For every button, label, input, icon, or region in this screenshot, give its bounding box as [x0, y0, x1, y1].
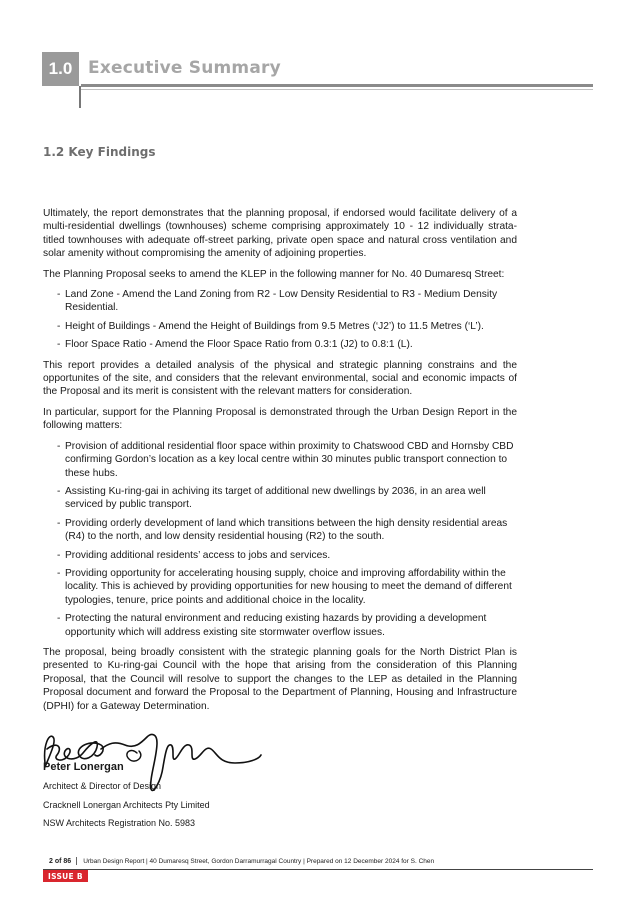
page-number: 2 of 86 — [49, 857, 72, 865]
footer-separator — [76, 857, 77, 865]
list-dash: - — [57, 339, 61, 351]
list-item: - Providing orderly development of land which transitions between the high density residential areas (R4) to the north, and low density residential housing (R2) to the south. — [57, 517, 508, 543]
signature-area — [43, 731, 517, 761]
amendments-list — [43, 288, 517, 352]
footer-text: Urban Design Report | 40 Dumaresq Street, Gordon Darramurragal Country | Prepared on 12 December 2024 for S. Chen — [83, 857, 435, 865]
signer-registration: NSW Architects Registration No. 5983 — [43, 818, 196, 829]
signer-role: Architect & Director of Design — [43, 781, 162, 792]
list-dash: - — [57, 320, 61, 332]
list-item: - Providing additional residents’ access to jobs and services. — [57, 549, 331, 561]
list-dash: - — [57, 613, 61, 625]
section-number: 1.0 — [48, 59, 73, 78]
list-item: - Providing opportunity for accelerating housing supply, choice and improving affordability within the locality. This is achieved by providing opportunities for new housing to meet the demand of different typologies, tenure, price points and additional choice in the locality. — [57, 567, 512, 606]
list-item: - Land Zone - Amend the Land Zoning from R2 - Low Density Residential to R3 - Medium Density Residential. — [57, 289, 498, 314]
support-matters-list — [43, 440, 517, 639]
footer-rule — [43, 869, 593, 870]
signer-name: Peter Lonergan — [43, 761, 124, 773]
section-title: Executive Summary — [88, 58, 281, 78]
list-dash: - — [57, 549, 61, 561]
page-footer — [49, 857, 434, 865]
subsection-heading: 1.2 Key Findings — [43, 145, 156, 159]
list-item: - Floor Space Ratio - Amend the Floor Space Ratio from 0.3:1 (J2) to 0.8:1 (L). — [57, 339, 413, 351]
issue-badge: ISSUE B — [43, 870, 88, 882]
section-number-block — [42, 52, 79, 86]
list-dash: - — [57, 567, 61, 579]
list-item: - Protecting the natural environment and reducing existing hazards by providing a development opportunity which will address existing site stormwater overflow issues. — [57, 613, 487, 638]
body-content — [43, 207, 517, 837]
paragraph-intro: Ultimately, the report demonstrates that the planning proposal, if endorsed would facilitate delivery of a multi-residential dwellings (townhouses) scheme comprising approximately 10 - 12 individually strata-titled townhouses with adequate off-street parking, private open space and natural cross ventilation and solar amenity without compromising the amenity of adjoining properties. — [43, 208, 517, 260]
list-dash: - — [57, 440, 61, 452]
list-dash: - — [57, 485, 61, 497]
header-rule-thin — [81, 89, 593, 90]
list-dash: - — [57, 289, 61, 301]
paragraph-amendments-intro: The Planning Proposal seeks to amend the KLEP in the following manner for No. 40 Dumaresq Street: — [43, 268, 505, 280]
paragraph-analysis: This report provides a detailed analysis of the physical and strategic planning constrains and the opportunites of the site, and considers that the relevant environmental, social and economic impacts of the Proposal and its merit is consistent with the relevant matters for consideration. — [43, 359, 517, 398]
paragraph-conclusion: The proposal, being broadly consistent with the strategic planning goals for the North District Plan is presented to Ku-ring-gai Council with the hope that arising from the consideration of this Planning Proposal, that the Council will resolve to support the changes to the LEP as detailed in the Planning Proposal document and forward the Proposal to the Department of Planning, Housing and Infrastructure (DPHI) for a Gateway Determination. — [43, 646, 517, 712]
paragraph-support-intro: In particular, support for the Planning Proposal is demonstrated through the Urban Design Report in the following matters: — [43, 406, 517, 432]
header-rule — [81, 84, 593, 87]
header-vertical-bar — [79, 86, 81, 108]
signer-company: Cracknell Lonergan Architects Pty Limited — [43, 799, 210, 810]
list-item: - Provision of additional residential floor space within proximity to Chatswood CBD and Hornsby CBD confirming Gordon’s location as a key local centre within 30 minutes public transport connection to these hubs. — [57, 440, 514, 479]
list-item: - Assisting Ku-ring-gai in achiving its target of additional new dwellings by 2036, in an area well serviced by public transport. — [57, 485, 486, 511]
list-item: - Height of Buildings - Amend the Height of Buildings from 9.5 Metres (‘J2’) to 11.5 Metres (‘L’). — [57, 320, 484, 332]
list-dash: - — [57, 517, 61, 529]
handwritten-signature — [39, 723, 269, 793]
